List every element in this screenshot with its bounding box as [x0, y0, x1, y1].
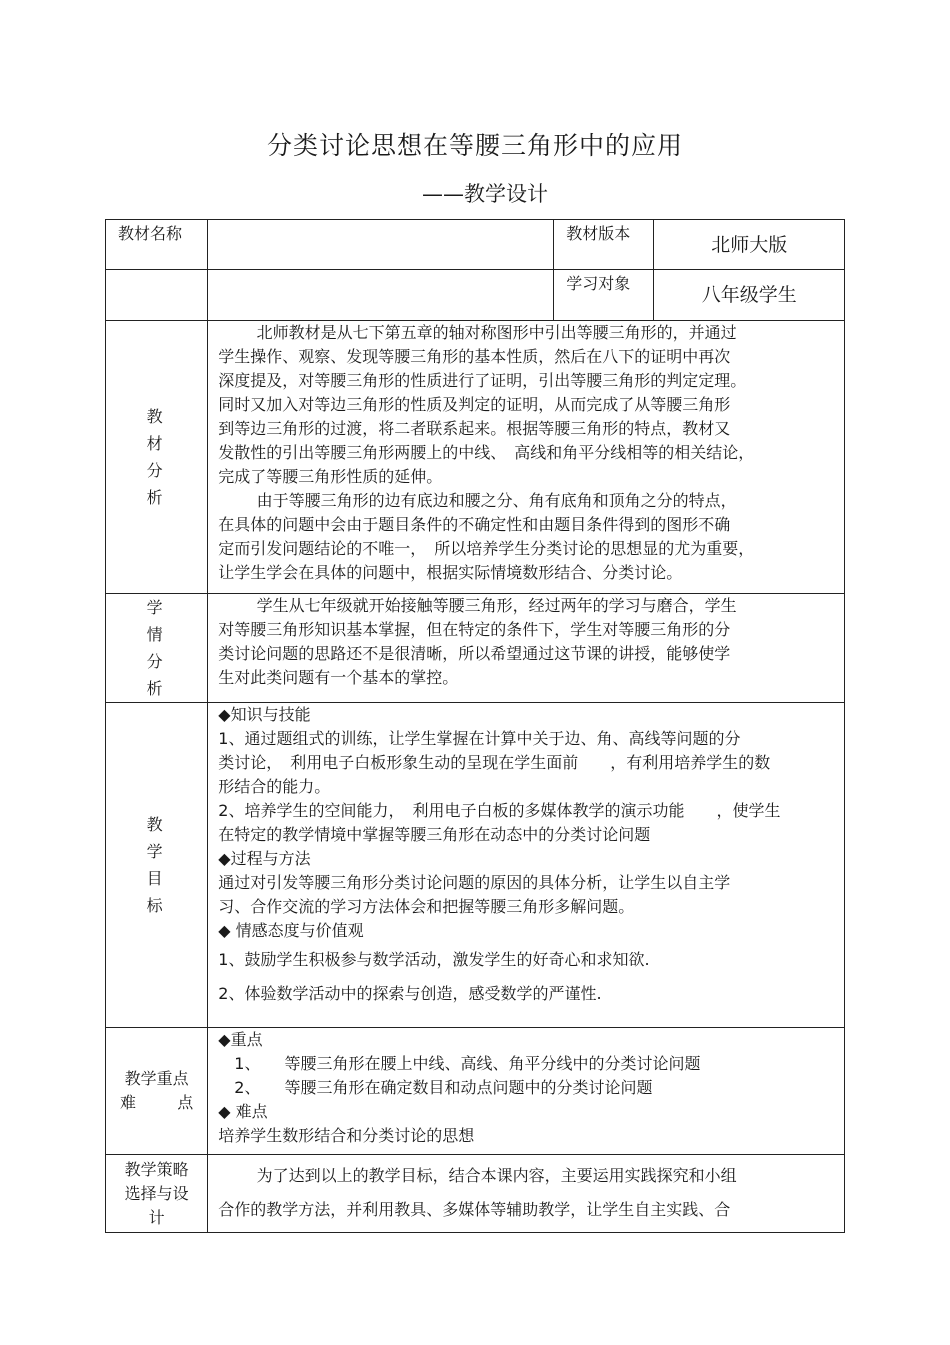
- material-analysis-content: [208, 321, 845, 594]
- paragraph-line: 深度提及，对等腰三角形的性质进行了证明，引出等腰三角形的判定定理。: [218, 371, 747, 390]
- paragraph-line: 类讨论问题的思路还不是很清晰，所以希望通过这节课的讲授，能够使学: [218, 644, 731, 663]
- paragraph-line: 定而引发问题结论的不唯一， 所以培养学生分类讨论的思想显的尤为重要，: [218, 539, 755, 558]
- paragraph-line: 为了达到以上的教学目标，结合本课内容，主要运用实践探究和小组: [256, 1166, 737, 1185]
- header-row-1: [106, 220, 845, 270]
- paragraph-line: 到等边三角形的过渡，将二者联系起来。根据等腰三角形的特点，教材又: [218, 419, 731, 438]
- page-subtitle: ——教学设计: [422, 182, 548, 206]
- paragraph-line: 对等腰三角形知识基本掌握，但在特定的条件下，学生对等腰三角形的分: [218, 620, 731, 639]
- paragraph-line: 1、通过题组式的训练，让学生掌握在计算中关于边、角、高线等问题的分: [218, 729, 741, 748]
- page-title: 分类讨论思想在等腰三角形中的应用: [266, 131, 683, 160]
- paragraph-line: 培养学生数形结合和分类讨论的思想: [218, 1126, 475, 1145]
- paragraph-line: 习、合作交流的学习方法体会和把握等腰三角形多解问题。: [218, 897, 635, 916]
- key-points-content: [208, 1028, 845, 1155]
- paragraph-line: 发散性的引出等腰三角形两腰上的中线、 高线和角平分线相等的相关结论，: [218, 443, 755, 462]
- paragraph-line: 由于等腰三角形的边有底边和腰之分、角有底角和顶角之分的特点，: [256, 491, 737, 510]
- paragraph-line: 2、 等腰三角形在确定数目和动点问题中的分类讨论问题: [218, 1078, 653, 1097]
- empty-cell: [106, 270, 208, 321]
- student-analysis-row: [106, 594, 845, 703]
- key-points-row: [106, 1028, 845, 1155]
- strategy-label: 教学策略 选择与设 计: [106, 1155, 208, 1233]
- teaching-goals-label: 教 学 目 标: [106, 703, 208, 1028]
- paragraph-line: 同时又加入对等边三角形的性质及判定的证明，从而完成了从等腰三角形: [218, 395, 731, 414]
- paragraph-line: 1、 等腰三角形在腰上中线、高线、角平分线中的分类讨论问题: [218, 1054, 701, 1073]
- teaching-goals-content: [208, 703, 845, 1028]
- material-name-label: 教材名称: [106, 220, 208, 270]
- paragraph-line: 北师教材是从七下第五章的轴对称图形中引出等腰三角形的，并通过: [256, 323, 737, 342]
- empty-cell: [208, 270, 554, 321]
- teaching-goals-row: [106, 703, 845, 1028]
- student-analysis-label: 学 情 分 析: [106, 594, 208, 703]
- paragraph-line: 在特定的教学情境中掌握等腰三角形在动态中的分类讨论问题: [218, 825, 651, 844]
- paragraph-line: 2、培养学生的空间能力， 利用电子白板的多媒体教学的演示功能 ，使学生: [218, 801, 781, 820]
- key-points-label: 教学重点 难 点: [106, 1028, 208, 1155]
- header-row-2: [106, 270, 845, 321]
- section-heading: ◆ 情感态度与价值观: [218, 921, 364, 940]
- paragraph-line: 类讨论， 利用电子白板形象生动的呈现在学生面前 ，有利用培养学生的数: [218, 753, 771, 772]
- lesson-plan-table: [105, 219, 845, 1233]
- paragraph-line: 生对此类问题有一个基本的掌控。: [218, 668, 459, 687]
- paragraph-line: 在具体的问题中会由于题目条件的不确定性和由题目条件得到的图形不确: [218, 515, 731, 534]
- section-heading: ◆ 难点: [218, 1102, 268, 1121]
- paragraph-line: 通过对引发等腰三角形分类讨论问题的原因的具体分析，让学生以自主学: [218, 873, 731, 892]
- paragraph-line: 完成了等腰三角形性质的延伸。: [218, 467, 443, 486]
- paragraph-line: 形结合的能力。: [218, 777, 331, 796]
- audience-label: 学习对象: [554, 270, 654, 321]
- edition-value: 北师大版: [654, 220, 845, 270]
- student-analysis-content: [208, 594, 845, 703]
- material-analysis-label: 教 材 分 析: [106, 321, 208, 594]
- paragraph-line: 2、体验数学活动中的探索与创造，感受数学的严谨性.: [218, 984, 602, 1003]
- edition-label: 教材版本: [554, 220, 654, 270]
- section-heading: ◆过程与方法: [218, 849, 311, 868]
- paragraph-line: 学生从七年级就开始接触等腰三角形，经过两年的学习与磨合，学生: [256, 596, 737, 615]
- paragraph-line: 学生操作、观察、发现等腰三角形的基本性质，然后在八下的证明中再次: [218, 347, 731, 366]
- section-heading: ◆重点: [218, 1030, 263, 1049]
- strategy-row: [106, 1155, 845, 1233]
- material-analysis-row: [106, 321, 845, 594]
- material-name-value: [208, 220, 554, 270]
- paragraph-line: 1、鼓励学生积极参与数学活动，激发学生的好奇心和求知欲.: [218, 950, 650, 969]
- section-heading: ◆知识与技能: [218, 705, 311, 724]
- strategy-content: [208, 1155, 845, 1233]
- audience-value: 八年级学生: [654, 270, 845, 321]
- paragraph-line: 让学生学会在具体的问题中，根据实际情境数形结合、分类讨论。: [218, 563, 683, 582]
- paragraph-line: 合作的教学方法，并利用教具、多媒体等辅助教学，让学生自主实践、合: [218, 1200, 731, 1219]
